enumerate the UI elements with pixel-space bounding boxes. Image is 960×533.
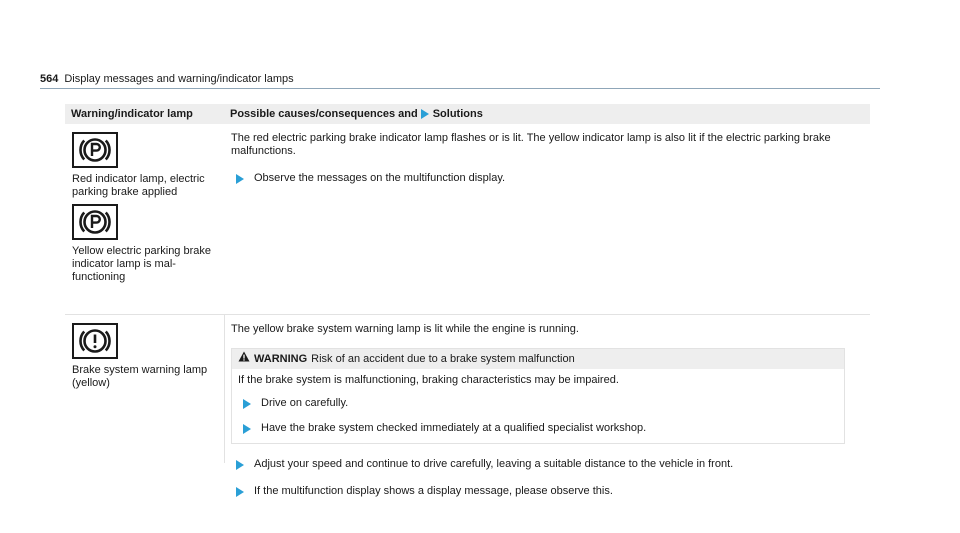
table-row [65, 315, 870, 497]
bullet-arrow-icon [236, 487, 244, 497]
warning-box [231, 348, 845, 444]
parking-brake-icon [72, 204, 118, 240]
cause-text: The red electric parking brake indicator lamp flashes or is lit. The yellow indicator lamp is also lit if the electric parking brake malfunctions. [231, 132, 831, 157]
list-item [231, 458, 862, 471]
lamp-cell [65, 315, 225, 463]
parking-brake-icon [72, 132, 118, 168]
table-row [65, 124, 870, 315]
list-item-text: Observe the messages on the multifunction display. [254, 172, 506, 184]
causes-cell [225, 124, 870, 314]
warning-triangle-icon [238, 349, 250, 369]
list-item-text: Have the brake system checked immediately at a qualified specialist workshop. [261, 422, 647, 434]
bullet-arrow-icon [236, 460, 244, 470]
warning-text: Risk of an accident due to a brake system malfunction [311, 353, 575, 365]
list-item [231, 485, 862, 498]
page-header [40, 74, 880, 88]
causes-cell [225, 315, 870, 497]
bullet-arrow-icon [421, 109, 429, 119]
bullet-arrow-icon [243, 424, 251, 434]
list-item [238, 422, 836, 435]
column-header-lamp: Warning/indicator lamp [71, 108, 193, 120]
table-header [65, 104, 870, 124]
cause-text: The yellow brake system warning lamp is lit while the engine is running. [231, 323, 579, 335]
brake-warning-icon [72, 323, 118, 359]
lamp-label-red: Red indicator lamp, electric parking brake applied [72, 173, 205, 198]
lamp-cell [65, 124, 225, 314]
page-title: Display messages and warning/indicator lamps [64, 73, 294, 85]
warning-title: WARNING [254, 353, 308, 365]
warning-lamp-table [65, 104, 870, 497]
list-item-text: If the multifunction display shows a display message, please observe this. [254, 485, 613, 497]
lamp-label-yellow: Yellow electric parking brake indicator lamp is mal-functioning [72, 245, 211, 283]
column-header-causes [225, 104, 870, 124]
lamp-label-brake: Brake system warning lamp (yellow) [72, 364, 208, 389]
list-item [231, 172, 862, 185]
page-number: 564 [40, 73, 59, 85]
list-item-text: Drive on carefully. [261, 397, 349, 409]
warning-body [232, 369, 844, 443]
warning-body-text: If the brake system is malfunctioning, braking characteristics may be impaired. [238, 374, 619, 386]
bullet-arrow-icon [243, 399, 251, 409]
column-header-solutions-label: Solutions [432, 108, 483, 120]
warning-header [232, 349, 844, 369]
column-header-causes-label: Possible causes/consequences and [230, 108, 418, 120]
list-item-text: Adjust your speed and continue to drive carefully, leaving a suitable distance to the vehicle in front. [254, 458, 734, 470]
bullet-arrow-icon [236, 174, 244, 184]
header-divider [40, 88, 880, 89]
list-item [238, 397, 836, 410]
